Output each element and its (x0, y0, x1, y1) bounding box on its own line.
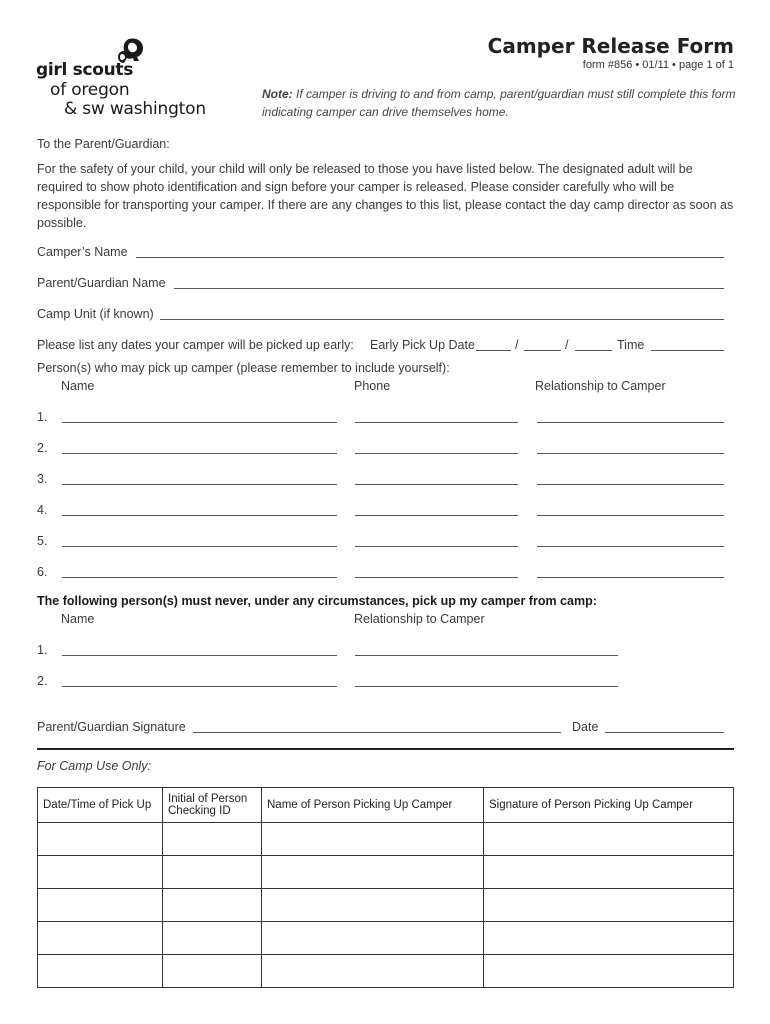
never-relationship-field[interactable] (355, 686, 618, 687)
camp-use-table (37, 787, 734, 988)
logo-line-1: girl scouts (36, 60, 134, 80)
table-header-row (38, 788, 734, 823)
pickup-row-number: 4. (37, 503, 48, 517)
camp-unit-field[interactable] (160, 319, 724, 320)
parent-name-field[interactable] (174, 288, 724, 289)
table-cell[interactable] (163, 823, 262, 856)
table-cell[interactable] (262, 922, 484, 955)
pickup-row-number: 5. (37, 534, 48, 548)
pickup-relationship-field[interactable] (537, 453, 724, 454)
table-cell[interactable] (163, 889, 262, 922)
signature-field[interactable] (193, 732, 561, 733)
salutation: To the Parent/Guardian: (37, 137, 170, 151)
campers-name-label: Camper’s Name (37, 245, 128, 259)
table-cell[interactable] (38, 889, 163, 922)
pickup-relationship-field[interactable] (537, 577, 724, 578)
form-number: form #856 • 01/11 • page 1 of 1 (582, 59, 734, 71)
table-cell[interactable] (484, 922, 734, 955)
table-cell[interactable] (38, 955, 163, 988)
pickup-name-field[interactable] (62, 577, 337, 578)
table-cell[interactable] (38, 856, 163, 889)
never-relationship-field[interactable] (355, 655, 618, 656)
pickup-relationship-field[interactable] (537, 515, 724, 516)
pickup-name-field[interactable] (62, 453, 337, 454)
early-pickup-month-field[interactable] (476, 350, 511, 351)
pickup-phone-field[interactable] (355, 577, 518, 578)
signature-label: Parent/Guardian Signature (37, 720, 186, 734)
table-cell[interactable] (163, 856, 262, 889)
pickup-phone-field[interactable] (355, 484, 518, 485)
pickup-col-relationship: Relationship to Camper (535, 379, 666, 393)
table-row (38, 889, 734, 922)
note-label: Note: (262, 87, 293, 101)
table-cell[interactable] (262, 955, 484, 988)
table-cell[interactable] (484, 856, 734, 889)
col-date-time: Date/Time of Pick Up (38, 788, 163, 823)
campers-name-field[interactable] (136, 257, 724, 258)
table-cell[interactable] (484, 889, 734, 922)
early-pickup-day-field[interactable] (524, 350, 561, 351)
pickup-row-number: 3. (37, 472, 48, 486)
pickup-name-field[interactable] (62, 515, 337, 516)
never-col-relationship: Relationship to Camper (354, 612, 485, 626)
pickup-phone-field[interactable] (355, 453, 518, 454)
never-row-number: 2. (37, 674, 48, 688)
pickup-phone-field[interactable] (355, 546, 518, 547)
pickup-relationship-field[interactable] (537, 484, 724, 485)
table-cell[interactable] (38, 823, 163, 856)
table-cell[interactable] (163, 955, 262, 988)
pickup-heading: Person(s) who may pick up camper (please remember to include yourself): (37, 361, 450, 375)
date-slash-1: / (515, 338, 519, 352)
pickup-col-name: Name (61, 379, 95, 393)
form-title: Camper Release Form (487, 34, 734, 58)
pickup-name-field[interactable] (62, 546, 337, 547)
never-name-field[interactable] (62, 686, 337, 687)
camp-use-label: For Camp Use Only: (37, 759, 151, 773)
table-cell[interactable] (262, 823, 484, 856)
table-row (38, 823, 734, 856)
col-initial: Initial of Person Checking ID (163, 788, 262, 823)
logo (36, 36, 206, 126)
table-row (38, 955, 734, 988)
pickup-relationship-field[interactable] (537, 422, 724, 423)
signature-date-field[interactable] (605, 732, 724, 733)
early-dates-label: Please list any dates your camper will be picked up early: (37, 338, 354, 352)
logo-line-3: & sw washington (64, 99, 206, 119)
pickup-phone-field[interactable] (355, 422, 518, 423)
early-pickup-year-field[interactable] (575, 350, 612, 351)
never-heading: The following person(s) must never, under any circumstances, pick up my camper from camp: (37, 594, 597, 608)
table-cell[interactable] (484, 955, 734, 988)
section-divider (37, 748, 734, 750)
early-pickup-date-label: Early Pick Up Date (370, 338, 475, 352)
logo-line-2: of oregon (50, 80, 130, 100)
pickup-name-field[interactable] (62, 422, 337, 423)
table-cell[interactable] (38, 922, 163, 955)
table-cell[interactable] (484, 823, 734, 856)
table-row (38, 922, 734, 955)
pickup-relationship-field[interactable] (537, 546, 724, 547)
pickup-row-number: 1. (37, 410, 48, 424)
pickup-row-number: 2. (37, 441, 48, 455)
col-name-picking-up: Name of Person Picking Up Camper (262, 788, 484, 823)
signature-date-label: Date (572, 720, 599, 734)
note (262, 85, 737, 121)
parent-name-label: Parent/Guardian Name (37, 276, 166, 290)
table-cell[interactable] (163, 922, 262, 955)
pickup-phone-field[interactable] (355, 515, 518, 516)
intro-paragraph: For the safety of your child, your child will only be released to those you have listed below. The designated adult will be required to show photo identification and sign before your camper is released. Please consider carefully who will be responsible for transporting your camper. If there are any changes to this list, please contact the day camp director as soon as possible. (37, 162, 734, 230)
table-cell[interactable] (262, 856, 484, 889)
camp-unit-label: Camp Unit (if known) (37, 307, 154, 321)
time-field[interactable] (651, 350, 724, 351)
note-text: If camper is driving to and from camp, parent/guardian must still complete this form indicating camper can drive themselves home. (262, 87, 736, 119)
never-col-name: Name (61, 612, 95, 626)
never-row-number: 1. (37, 643, 48, 657)
table-row (38, 856, 734, 889)
pickup-name-field[interactable] (62, 484, 337, 485)
pickup-row-number: 6. (37, 565, 48, 579)
date-slash-2: / (565, 338, 569, 352)
never-name-field[interactable] (62, 655, 337, 656)
col-signature-picking-up: Signature of Person Picking Up Camper (484, 788, 734, 823)
time-label: Time (617, 338, 645, 352)
table-cell[interactable] (262, 889, 484, 922)
pickup-col-phone: Phone (354, 379, 391, 393)
